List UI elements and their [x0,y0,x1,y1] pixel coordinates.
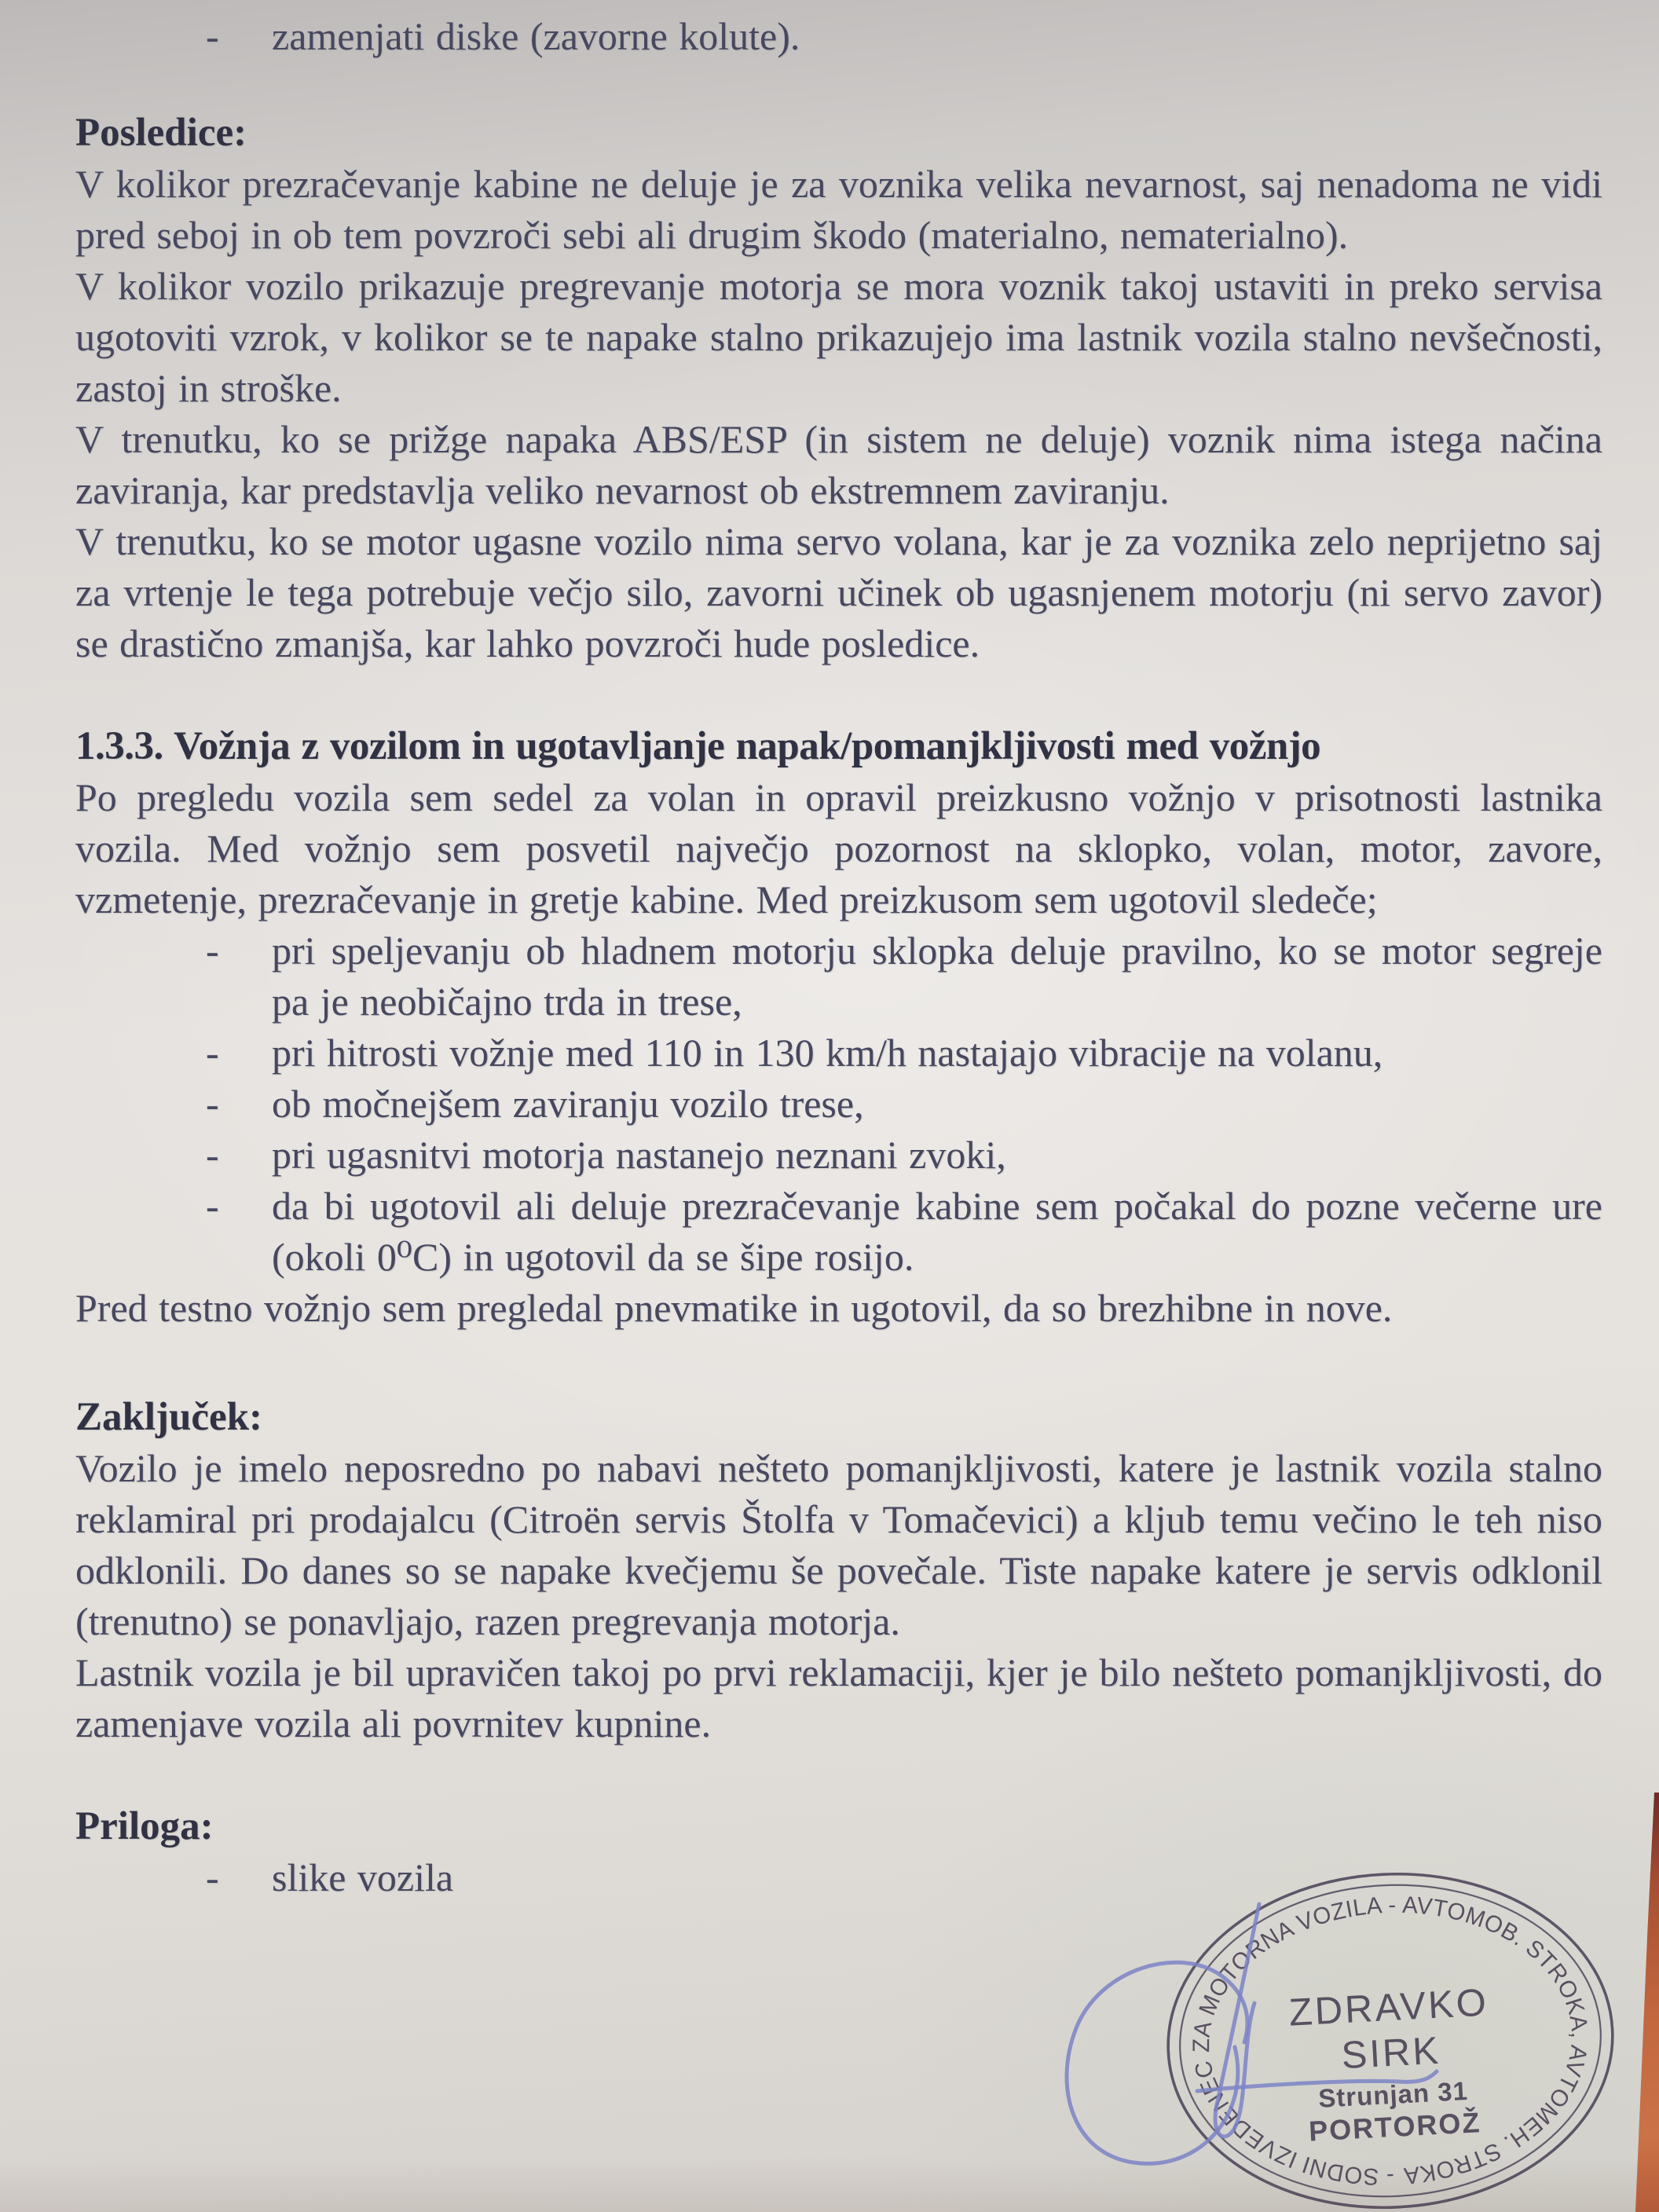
section-test-drive [75,721,1602,1334]
bullet-dash: - [206,1133,219,1177]
paragraph: Po pregledu vozila sem sedel za volan in opravil preizkusno vožnjo v prisotnosti lastnika vozila. Med vožnjo sem posvetil največjo pozornost na sklopko, volan, motor, zavore, vzmetenje, prezračevanje in gretje kabine. Med preizkusom sem ugotovil sledeče; [75,775,1602,921]
paragraph: V kolikor prezračevanje kabine ne deluje je za voznika velika nevarnost, saj nenadoma ne vidi pred seboj in ob tem povzroči sebi ali drugim škodo (materialno, nematerialno). [75,162,1602,257]
paragraph: V kolikor vozilo prikazuje pregrevanje motorja se mora voznik takoj ustaviti in preko servisa ugotoviti vzrok, v kolikor se te napake stalno prikazujejo ima lastnik vozila stalno nevšečnosti, zastoj in stroške. [75,264,1602,410]
list-item [206,925,1602,1027]
stamp-city: PORTOROŽ [1308,2106,1482,2148]
stamp-name-last: SIRK [1340,2029,1442,2078]
paragraph: Lastnik vozila je bil upravičen takoj po prvi reklamaciji, kjer je bilo nešteto pomanjkljivosti, do zamenjave vozila ali povrnitev kupnine. [75,1650,1602,1745]
paragraph: Pred testno vožnjo sem pregledal pnevmatike in ugotovil, da so brezhibne in nove. [75,1286,1393,1330]
list-item [206,1027,1602,1079]
list-item [206,11,1602,62]
bullet-dash: - [206,928,219,972]
bullet-dash: - [206,1855,219,1899]
findings-list [75,925,1602,1283]
section-posledice [75,108,1602,669]
zakljucek-heading: Zaključek: [75,1395,263,1439]
attachment-text: slike vozila [272,1855,454,1899]
paragraph: V trenutku, ko se motor ugasne vozilo nima servo volana, kar je za voznika zelo neprijetno saj za vrtenje le tega potrebuje večjo silo, zavorni učinek ob ugasnjenem motorju (ni servo zavor) se drastično zmanjša, kar lahko povzroči hude posledice. [75,519,1602,665]
finding-text: ob močnejšem zaviranju vozilo trese, [272,1082,864,1126]
section-zakljucek [75,1392,1602,1749]
bullet-dash: - [206,1082,219,1126]
list-item [206,1130,1602,1181]
spacer [75,62,1602,108]
bullet-dash: - [206,1184,219,1228]
bullet-dash: - [206,1031,219,1075]
spacer [75,669,1602,721]
finding-text: pri ugasnitvi motorja nastanejo neznani zvoki, [272,1133,1006,1177]
top-bullet-text: zamenjati diske (zavorne kolute). [272,14,800,58]
spacer [75,1749,1602,1801]
list-item [206,1079,1602,1130]
paragraph: V trenutku, ko se prižge napaka ABS/ESP (in sistem ne deluje) voznik nima istega načina zaviranja, kar predstavlja veliko nevarnost ob ekstremnem zaviranju. [75,417,1602,512]
list-item [206,1181,1602,1283]
stamp-name-first: ZDRAVKO [1287,1981,1490,2034]
expert-stamp [1021,1844,1659,2212]
finding-text: pri hitrosti vožnje med 110 in 130 km/h nastajajo vibracije na volanu, [272,1031,1383,1075]
priloga-heading: Priloga: [75,1804,214,1848]
top-bullet-list [75,11,1602,62]
finding-text: pri speljevanju ob hladnem motorju sklopka deluje pravilno, ko se motor segreje pa je neobičajno trda in trese, [272,928,1602,1024]
stamp-ring-text: - SODNI IZVEDENEC ZA MOTORNA VOZILA - AVTOMOB. STROKA, AVTOMEH. STROKA [1188,1892,1592,2190]
spacer [75,1334,1602,1392]
test-drive-heading: 1.3.3. Vožnja z vozilom in ugotavljanje napak/pomanjkljivosti med vožnjo [75,724,1321,768]
document-content [75,11,1602,1903]
stamp-address: Strunjan 31 [1317,2075,1469,2113]
paragraph: Vozilo je imelo neposredno po nabavi nešteto pomanjkljivosti, katere je lastnik vozila stalno reklamiral pri prodajalcu (Citroën servis Štolfa v Tomačevici) a kljub temu večino le teh niso odklonili. Do danes so se napake kvečjemu še povečale. Tiste napake katere je servis odklonil (trenutno) se ponavljajo, razen pregrevanja motorja. [75,1446,1602,1643]
posledice-heading: Posledice: [75,111,247,155]
finding-text: da bi ugotovil ali deluje prezračevanje kabine sem počakal do pozne večerne ure (okoli 0⁰C) in ugotovil da se šipe rosijo. [272,1184,1602,1279]
bullet-dash: - [206,14,219,58]
